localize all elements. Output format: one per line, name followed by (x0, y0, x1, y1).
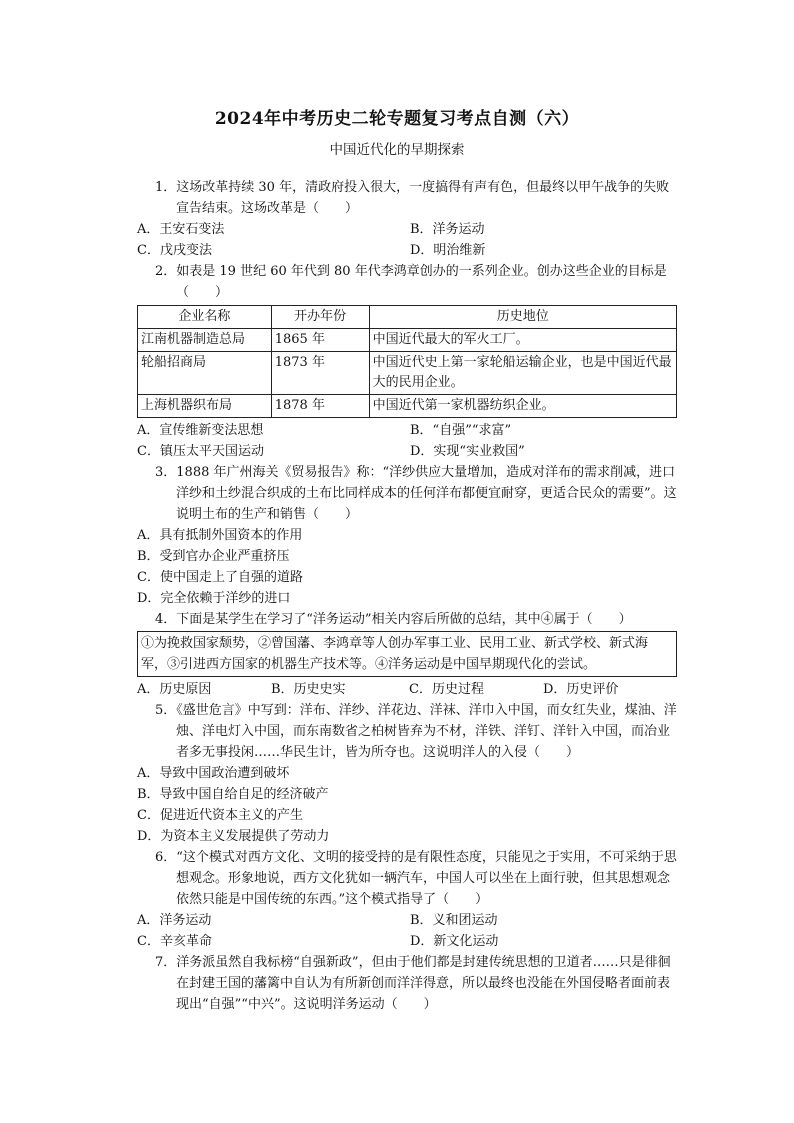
table-cell: 上海机器织布局 (138, 395, 272, 418)
option-b[interactable]: B．洋务运动 (410, 222, 485, 237)
table-cell: 1865 年 (271, 329, 369, 352)
question-6 (137, 847, 677, 952)
page-subtitle: 中国近代化的早期探索 (329, 142, 465, 158)
options (137, 219, 677, 261)
table-cell: 中国近代第一家机器纺织企业。 (369, 395, 676, 418)
table-row (138, 395, 677, 418)
table-header-cell: 历史地位 (369, 306, 676, 329)
options (137, 679, 677, 700)
option-c[interactable]: C．镇压太平天国运动 (137, 444, 264, 459)
options (137, 420, 677, 462)
summary-box: ①为挽救国家颓势，②曾国藩、李鸿章等人创办军事工业、民用工业、新式学校、新式海军，③引进西方国家的机器生产技术等。④洋务运动是中国早期现代化的尝试。 (137, 631, 677, 677)
enterprise-table (137, 305, 677, 418)
question-stem: 2．如表是 19 世纪 60 年代到 80 年代李鸿章创办的一系列企业。创办这些企业的目标是（ ） (155, 264, 667, 300)
table-cell: 1878 年 (271, 395, 369, 418)
question-stem: 6．“这个模式对西方文化、文明的接受持的是有限性态度，只能见之于实用，不可采纳于思想观念。形象地说，西方文化犹如一辆汽车，中国人可以坐在上面行驶，但其思想观念依然只能是中国传统的东西。”这个模式指导了（ ） (155, 850, 677, 907)
table-cell: 中国近代最大的军火工厂。 (369, 329, 676, 352)
question-5 (137, 700, 677, 847)
option-a[interactable]: A．导致中国政治遭到破坏 (137, 766, 290, 781)
option-c[interactable]: C．戊戌变法 (137, 243, 212, 258)
question-stem: 5．《盛世危言》中写到：洋布、洋纱、洋花边、洋袜、洋巾入中国，而女红失业，煤油、洋烛、洋电灯入中国，而东南数省之柏树皆弃为不材，洋铁、洋钉、洋针入中国，而冶业者多无事投闲……华民生计，皆为所夺也。这说明洋人的入侵（ ） (155, 703, 677, 760)
question-stem: 4．下面是某学生在学习了“洋务运动”相关内容后所做的总结，其中④属于（ ） (155, 612, 632, 627)
option-a[interactable]: A．历史原因 (137, 682, 212, 697)
question-3 (137, 462, 677, 609)
option-c[interactable]: C．使中国走上了自强的道路 (137, 570, 303, 585)
question-4 (137, 609, 677, 700)
option-c[interactable]: C．历史过程 (409, 682, 484, 697)
option-b[interactable]: B．历史史实 (271, 682, 346, 697)
option-a[interactable]: A．宣传维新变法思想 (137, 423, 264, 438)
option-b[interactable]: B．“自强”“求富” (410, 423, 512, 438)
question-stem: 1．这场改革持续 30 年，清政府投入很大，一度搞得有声有色，但最终以甲午战争的失败宣告结束。这场改革是（ ） (155, 180, 670, 216)
option-d[interactable]: D．明治维新 (410, 243, 486, 258)
question-list (137, 177, 677, 1015)
table-header-cell: 开办年份 (271, 306, 369, 329)
option-c[interactable]: C．促进近代资本主义的产生 (137, 808, 303, 823)
option-d[interactable]: D．新文化运动 (410, 934, 499, 949)
option-d[interactable]: D．历史评价 (543, 682, 619, 697)
option-c[interactable]: C．辛亥革命 (137, 934, 212, 949)
option-a[interactable]: A．洋务运动 (137, 913, 212, 928)
option-b[interactable]: B．受到官办企业严重挤压 (137, 549, 290, 564)
table-cell: 轮船招商局 (138, 352, 272, 395)
page-title: 2024年中考历史二轮专题复习考点自测（六） (214, 109, 580, 129)
question-1 (137, 177, 677, 261)
table-row (138, 329, 677, 352)
table-header-cell: 企业名称 (138, 306, 272, 329)
table-cell: 1873 年 (271, 352, 369, 395)
table-header-row (138, 306, 677, 329)
question-stem: 7．洋务派虽然自我标榜“自强新政”，但由于他们都是封建传统思想的卫道者……只是徘徊在封建王国的藩篱中自认为有所新创而洋洋得意，所以最终也没能在外国侵略者面前表现出“自强”“中兴”。这说明洋务运动（ ） (155, 955, 671, 1012)
question-stem: 3．1888 年广州海关《贸易报告》称：“洋纱供应大量增加，造成对洋布的需求削减，进口洋纱和土纱混合织成的土布比同样成本的任何洋布都便宜耐穿，更适合民众的需要”。这说明土布的生产和销售（ ） (155, 465, 677, 522)
question-7 (137, 952, 677, 1015)
option-d[interactable]: D．为资本主义发展提供了劳动力 (137, 829, 330, 844)
option-b[interactable]: B．义和团运动 (410, 913, 498, 928)
table-cell: 江南机器制造总局 (138, 329, 272, 352)
table-cell: 中国近代史上第一家轮船运输企业，也是中国近代最大的民用企业。 (369, 352, 676, 395)
option-d[interactable]: D．实现“实业救国” (410, 444, 525, 459)
options (137, 910, 677, 952)
option-a[interactable]: A．王安石变法 (137, 222, 225, 237)
option-b[interactable]: B．导致中国自给自足的经济破产 (137, 787, 329, 802)
option-a[interactable]: A．具有抵制外国资本的作用 (137, 528, 303, 543)
option-d[interactable]: D．完全依赖于洋纱的进口 (137, 591, 291, 606)
question-2 (137, 261, 677, 462)
table-row (138, 352, 677, 395)
